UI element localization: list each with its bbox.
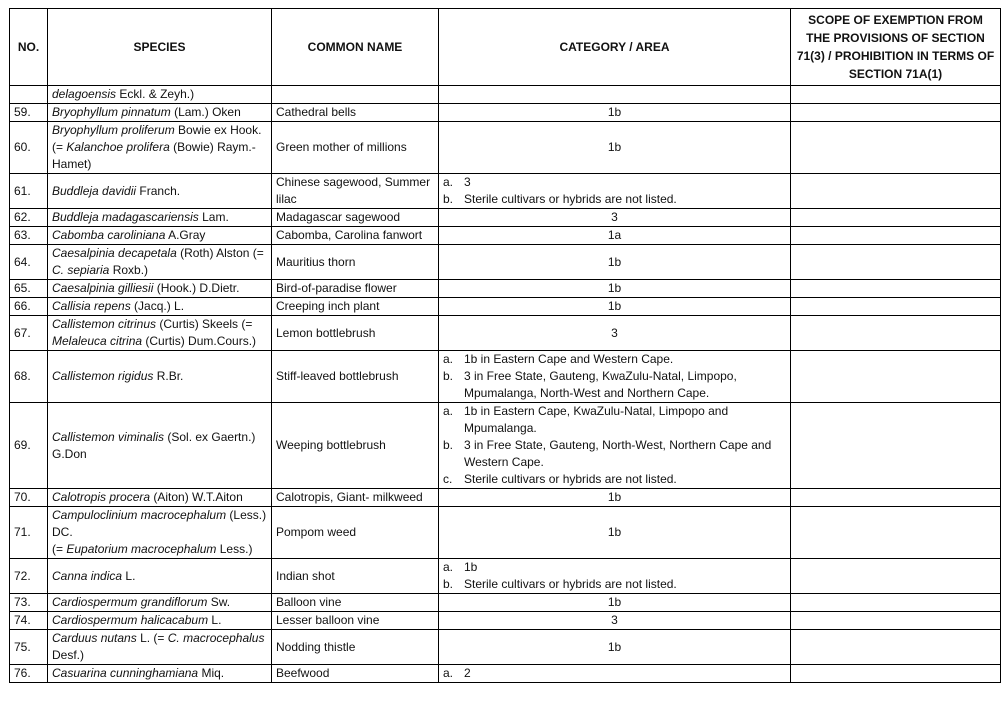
- common-name-cell: Chinese sagewood, Summer lilac: [272, 174, 439, 209]
- species-authority: R.Br.: [153, 369, 184, 383]
- common-name-cell: Cathedral bells: [272, 104, 439, 122]
- table-body: [10, 86, 1001, 683]
- table-row: [10, 227, 1001, 245]
- common-name-cell: Nodding thistle: [272, 630, 439, 665]
- category-cell: 1b: [439, 489, 791, 507]
- category-cell: 3: [439, 209, 791, 227]
- species-cell: [48, 507, 272, 559]
- common-name-cell: Green mother of millions: [272, 122, 439, 174]
- list-marker: c.: [443, 472, 453, 486]
- category-list-item: [443, 559, 786, 576]
- list-marker: b.: [443, 369, 454, 383]
- row-number: 61.: [10, 174, 48, 209]
- exemption-scope-cell: [791, 122, 1001, 174]
- row-number: 71.: [10, 507, 48, 559]
- species-cell: [48, 559, 272, 594]
- species-authority: (Roth) Alston (=: [176, 246, 264, 260]
- category-list-item: [443, 471, 786, 488]
- list-marker: a.: [443, 175, 454, 189]
- exemption-scope-cell: [791, 612, 1001, 630]
- row-number: 75.: [10, 630, 48, 665]
- exemption-scope-cell: [791, 174, 1001, 209]
- list-marker: a.: [443, 352, 454, 366]
- table-row: [10, 507, 1001, 559]
- common-name-cell: Madagascar sagewood: [272, 209, 439, 227]
- species-name-italic: Callistemon rigidus: [52, 369, 154, 383]
- header-scope-of-exemption: SCOPE OF EXEMPTION FROM THE PROVISIONS OF SECTION 71(3) / PROHIBITION IN TERMS OF SECTION 71A(1): [791, 9, 1001, 86]
- species-name-italic: Bryophyllum proliferum: [52, 123, 175, 137]
- species-authority: Desf.): [52, 648, 85, 662]
- list-marker: b.: [443, 192, 454, 206]
- species-authority: (Less.) DC.: [52, 508, 267, 539]
- exemption-scope-cell: [791, 86, 1001, 104]
- category-list-item: [443, 174, 786, 191]
- table-row: [10, 245, 1001, 280]
- species-authority: Eckl. & Zeyh.): [116, 87, 195, 101]
- species-name-italic: Campuloclinium macrocephalum: [52, 508, 227, 522]
- list-text: Sterile cultivars or hybrids are not listed.: [464, 577, 677, 591]
- table-row: [10, 612, 1001, 630]
- common-name-cell: Mauritius thorn: [272, 245, 439, 280]
- category-list-item: [443, 403, 786, 437]
- category-cell: [439, 86, 791, 104]
- species-authority: (Aiton) W.T.Aiton: [150, 490, 243, 504]
- species-authority: (Curtis) Skeels (=: [156, 317, 253, 331]
- species-name-italic: Buddleja madagascariensis: [52, 210, 199, 224]
- species-authority: A.Gray: [165, 228, 206, 242]
- species-authority: (Lam.) Oken: [170, 105, 241, 119]
- row-number: 74.: [10, 612, 48, 630]
- species-cell: [48, 227, 272, 245]
- species-name-italic: Carduus nutans: [52, 631, 137, 645]
- common-name-cell: Calotropis, Giant- milkweed: [272, 489, 439, 507]
- header-category-area: CATEGORY / AREA: [439, 9, 791, 86]
- exemption-scope-cell: [791, 489, 1001, 507]
- list-marker: a.: [443, 560, 454, 574]
- species-authority: Sw.: [207, 595, 231, 609]
- species-name-italic: C. macrocephalus: [167, 631, 265, 645]
- species-name-italic: Casuarina cunninghamiana: [52, 666, 199, 680]
- species-name-italic: Kalanchoe prolifera: [66, 140, 170, 154]
- row-number: 68.: [10, 351, 48, 403]
- exemption-scope-cell: [791, 245, 1001, 280]
- species-authority: (Hook.) D.Dietr.: [153, 281, 240, 295]
- table-row: [10, 209, 1001, 227]
- exemption-scope-cell: [791, 316, 1001, 351]
- row-number: 65.: [10, 280, 48, 298]
- header-common-name: COMMON NAME: [272, 9, 439, 86]
- species-authority: L.: [208, 613, 222, 627]
- common-name-cell: Beefwood: [272, 665, 439, 683]
- category-list-item: [443, 576, 786, 593]
- category-cell: 3: [439, 612, 791, 630]
- species-name-italic: Cabomba caroliniana: [52, 228, 166, 242]
- species-authority: (Jacq.) L.: [130, 299, 185, 313]
- list-text: 3 in Free State, Gauteng, North-West, Northern Cape and Western Cape.: [464, 438, 772, 469]
- species-authority: Franch.: [136, 183, 181, 198]
- species-authority: L.: [122, 568, 136, 583]
- row-number: 60.: [10, 122, 48, 174]
- table-row: [10, 630, 1001, 665]
- species-name-italic: delagoensis: [52, 87, 117, 101]
- category-cell: 1a: [439, 227, 791, 245]
- exemption-scope-cell: [791, 403, 1001, 489]
- list-text: Sterile cultivars or hybrids are not listed.: [464, 472, 677, 486]
- table-row: [10, 104, 1001, 122]
- row-number: 76.: [10, 665, 48, 683]
- species-name-italic: Eupatorium macrocephalum: [66, 542, 217, 556]
- list-text: 1b in Eastern Cape and Western Cape.: [464, 352, 674, 366]
- category-cell: 1b: [439, 298, 791, 316]
- species-cell: [48, 489, 272, 507]
- common-name-cell: Weeping bottlebrush: [272, 403, 439, 489]
- list-marker: b.: [443, 438, 454, 452]
- species-cell: [48, 630, 272, 665]
- row-number: 73.: [10, 594, 48, 612]
- species-name-italic: Caesalpinia gilliesii: [52, 281, 154, 295]
- species-authority: L. (=: [136, 631, 168, 645]
- species-name-italic: Bryophyllum pinnatum: [52, 105, 171, 119]
- species-name-italic: Buddleja davidii: [52, 183, 137, 198]
- species-name-italic: Cardiospermum grandiflorum: [52, 595, 208, 609]
- exemption-scope-cell: [791, 559, 1001, 594]
- species-cell: [48, 665, 272, 683]
- table-row: [10, 86, 1001, 104]
- species-name-italic: C. sepiaria: [52, 263, 110, 277]
- common-name-cell: Stiff-leaved bottlebrush: [272, 351, 439, 403]
- header-no: NO.: [10, 9, 48, 86]
- table-row: [10, 174, 1001, 209]
- row-number: 66.: [10, 298, 48, 316]
- category-cell: [439, 403, 791, 489]
- exemption-scope-cell: [791, 351, 1001, 403]
- exemption-scope-cell: [791, 298, 1001, 316]
- exemption-scope-cell: [791, 594, 1001, 612]
- table-row: [10, 403, 1001, 489]
- species-authority: Roxb.): [109, 263, 149, 277]
- category-list: [443, 174, 786, 208]
- exemption-scope-cell: [791, 227, 1001, 245]
- category-list-item: [443, 437, 786, 471]
- species-authority: Miq.: [198, 666, 225, 680]
- exemption-scope-cell: [791, 507, 1001, 559]
- category-cell: 3: [439, 316, 791, 351]
- species-cell: [48, 298, 272, 316]
- species-authority: (=: [52, 542, 67, 556]
- species-table: [9, 8, 1001, 683]
- list-marker: b.: [443, 577, 454, 591]
- category-list: [443, 351, 786, 402]
- category-list: [443, 665, 786, 682]
- category-cell: [439, 174, 791, 209]
- common-name-cell: Indian shot: [272, 559, 439, 594]
- list-text: 1b in Eastern Cape, KwaZulu-Natal, Limpopo and Mpumalanga.: [464, 404, 729, 435]
- species-authority: Bowie ex Hook. (=: [52, 123, 262, 154]
- common-name-cell: Bird-of-paradise flower: [272, 280, 439, 298]
- species-cell: [48, 122, 272, 174]
- species-name-italic: Canna indica: [52, 568, 123, 583]
- species-name-italic: Callistemon citrinus: [52, 317, 157, 331]
- species-cell: [48, 594, 272, 612]
- species-authority: (Curtis) Dum.Cours.): [142, 334, 257, 348]
- common-name-cell: Pompom weed: [272, 507, 439, 559]
- table-row: [10, 594, 1001, 612]
- species-cell: [48, 245, 272, 280]
- species-name-italic: Cardiospermum halicacabum: [52, 613, 209, 627]
- species-name-italic: Callistemon viminalis: [52, 429, 165, 444]
- species-cell: [48, 316, 272, 351]
- species-name-italic: Callisia repens: [52, 299, 131, 313]
- species-name-italic: Calotropis procera: [52, 490, 151, 504]
- list-text: 3 in Free State, Gauteng, KwaZulu-Natal, Limpopo, Mpumalanga, North-West and Northern Cape.: [464, 369, 737, 400]
- row-number: [10, 86, 48, 104]
- common-name-cell: Cabomba, Carolina fanwort: [272, 227, 439, 245]
- exemption-scope-cell: [791, 209, 1001, 227]
- category-list-item: [443, 191, 786, 208]
- table-row: [10, 559, 1001, 594]
- list-text: 2: [464, 666, 471, 680]
- category-cell: 1b: [439, 245, 791, 280]
- list-text: 1b: [464, 560, 478, 574]
- row-number: 59.: [10, 104, 48, 122]
- category-cell: 1b: [439, 104, 791, 122]
- table-row: [10, 298, 1001, 316]
- table-row: [10, 351, 1001, 403]
- category-list-item: [443, 665, 786, 682]
- table-row: [10, 665, 1001, 683]
- common-name-cell: Balloon vine: [272, 594, 439, 612]
- row-number: 63.: [10, 227, 48, 245]
- species-authority: (Bowie) Raym.-Hamet): [52, 140, 256, 171]
- exemption-scope-cell: [791, 280, 1001, 298]
- category-cell: 1b: [439, 280, 791, 298]
- category-list-item: [443, 351, 786, 368]
- species-cell: [48, 612, 272, 630]
- table-row: [10, 489, 1001, 507]
- common-name-cell: Lemon bottlebrush: [272, 316, 439, 351]
- species-authority: Lam.: [198, 210, 229, 224]
- row-number: 69.: [10, 403, 48, 489]
- species-name-italic: Caesalpinia decapetala: [52, 246, 177, 260]
- species-authority: (Sol. ex Gaertn.) G.Don: [52, 429, 256, 461]
- species-cell: [48, 174, 272, 209]
- category-cell: 1b: [439, 122, 791, 174]
- exemption-scope-cell: [791, 104, 1001, 122]
- category-cell: 1b: [439, 594, 791, 612]
- list-text: 3: [464, 175, 471, 189]
- category-list: [443, 403, 786, 488]
- species-cell: [48, 403, 272, 489]
- category-list: [443, 559, 786, 593]
- species-cell: [48, 104, 272, 122]
- category-cell: 1b: [439, 507, 791, 559]
- common-name-cell: Creeping inch plant: [272, 298, 439, 316]
- species-cell: [48, 280, 272, 298]
- row-number: 67.: [10, 316, 48, 351]
- header-row: [10, 9, 1001, 86]
- row-number: 62.: [10, 209, 48, 227]
- species-cell: [48, 86, 272, 104]
- common-name-cell: [272, 86, 439, 104]
- species-cell: [48, 351, 272, 403]
- table-row: [10, 280, 1001, 298]
- exemption-scope-cell: [791, 630, 1001, 665]
- row-number: 64.: [10, 245, 48, 280]
- category-cell: [439, 559, 791, 594]
- common-name-cell: Lesser balloon vine: [272, 612, 439, 630]
- row-number: 70.: [10, 489, 48, 507]
- table-row: [10, 122, 1001, 174]
- header-species: SPECIES: [48, 9, 272, 86]
- species-name-italic: Melaleuca citrina: [52, 334, 143, 348]
- category-list-item: [443, 368, 786, 402]
- category-cell: [439, 665, 791, 683]
- category-cell: [439, 351, 791, 403]
- list-text: Sterile cultivars or hybrids are not listed.: [464, 192, 677, 206]
- exemption-scope-cell: [791, 665, 1001, 683]
- species-authority: Less.): [216, 542, 253, 556]
- list-marker: a.: [443, 404, 454, 418]
- row-number: 72.: [10, 559, 48, 594]
- category-cell: 1b: [439, 630, 791, 665]
- table-row: [10, 316, 1001, 351]
- list-marker: a.: [443, 666, 454, 680]
- species-cell: [48, 209, 272, 227]
